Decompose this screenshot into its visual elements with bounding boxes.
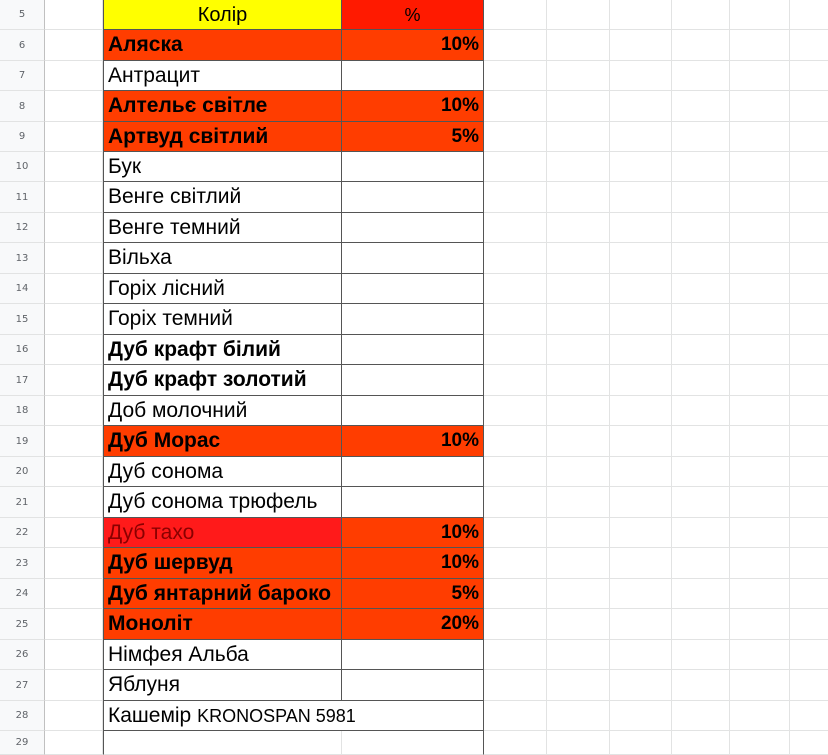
color-name-cell[interactable]: Горіх лісний [103, 274, 342, 304]
cell[interactable] [610, 701, 672, 731]
cell[interactable] [730, 670, 790, 701]
cell[interactable] [730, 396, 790, 426]
cell[interactable] [672, 396, 730, 426]
cell[interactable] [547, 396, 610, 426]
cell[interactable] [610, 274, 672, 304]
cell[interactable] [730, 426, 790, 457]
cell[interactable] [610, 396, 672, 426]
color-name-cell[interactable]: Дуб янтарний бароко [103, 579, 342, 609]
cell[interactable] [610, 487, 672, 518]
row-number[interactable]: 16 [0, 335, 45, 365]
cell[interactable] [730, 304, 790, 335]
percent-cell[interactable] [342, 152, 484, 182]
cell[interactable] [45, 365, 103, 396]
cell[interactable] [790, 579, 828, 609]
percent-cell[interactable] [342, 61, 484, 91]
cell[interactable] [484, 518, 547, 548]
cell[interactable] [672, 213, 730, 243]
cell[interactable] [672, 335, 730, 365]
cell[interactable] [790, 274, 828, 304]
cell[interactable] [45, 518, 103, 548]
color-name-cell[interactable]: Моноліт [103, 609, 342, 640]
percent-cell[interactable]: 10% [342, 548, 484, 579]
cell[interactable] [730, 152, 790, 182]
cell[interactable] [484, 274, 547, 304]
table-row [0, 518, 828, 548]
row-number[interactable]: 21 [0, 487, 45, 518]
table-row [0, 487, 828, 518]
cell[interactable] [672, 365, 730, 396]
cell[interactable] [484, 122, 547, 152]
cell[interactable] [610, 30, 672, 61]
cell[interactable] [45, 487, 103, 518]
cell[interactable] [790, 609, 828, 640]
cell[interactable] [610, 182, 672, 213]
cell[interactable] [672, 670, 730, 701]
cell[interactable] [672, 274, 730, 304]
cell[interactable] [672, 122, 730, 152]
color-name-cell[interactable]: Дуб крафт золотий [103, 365, 342, 396]
cell[interactable] [790, 548, 828, 579]
cell[interactable] [610, 579, 672, 609]
table-row [0, 457, 828, 487]
row-number[interactable]: 17 [0, 365, 45, 396]
color-name-cell[interactable]: Аляска [103, 30, 342, 61]
cell[interactable] [730, 182, 790, 213]
cell[interactable] [610, 0, 672, 30]
cell[interactable] [672, 487, 730, 518]
cell[interactable] [484, 731, 547, 755]
cell[interactable] [484, 426, 547, 457]
table-row [0, 701, 828, 731]
cell[interactable] [790, 396, 828, 426]
percent-cell[interactable] [342, 396, 484, 426]
cell[interactable] [45, 0, 103, 30]
row-number[interactable]: 23 [0, 548, 45, 579]
cell[interactable] [45, 243, 103, 274]
cell[interactable] [790, 365, 828, 396]
row-number[interactable]: 14 [0, 274, 45, 304]
cell[interactable] [45, 457, 103, 487]
percent-cell[interactable] [342, 335, 484, 365]
cell[interactable] [790, 91, 828, 122]
percent-cell[interactable]: 20% [342, 609, 484, 640]
table-row [0, 30, 828, 61]
cell[interactable] [730, 640, 790, 670]
header-percent-cell[interactable]: % [342, 0, 484, 30]
cell[interactable] [790, 335, 828, 365]
row-number[interactable]: 18 [0, 396, 45, 426]
percent-cell[interactable] [342, 182, 484, 213]
table-row [0, 122, 828, 152]
cell[interactable] [547, 640, 610, 670]
cell[interactable] [547, 701, 610, 731]
cell[interactable] [45, 548, 103, 579]
cell[interactable] [484, 61, 547, 91]
percent-cell[interactable]: 10% [342, 30, 484, 61]
cell[interactable] [790, 243, 828, 274]
cell[interactable] [547, 487, 610, 518]
cell[interactable] [672, 609, 730, 640]
cell[interactable] [730, 274, 790, 304]
row-number[interactable]: 6 [0, 30, 45, 61]
cell[interactable] [547, 579, 610, 609]
percent-cell[interactable] [342, 304, 484, 335]
table-row [0, 335, 828, 365]
cell[interactable] [672, 640, 730, 670]
cell[interactable] [610, 213, 672, 243]
cell[interactable] [547, 609, 610, 640]
cell[interactable] [672, 182, 730, 213]
cell[interactable] [484, 609, 547, 640]
cell[interactable] [610, 731, 672, 755]
cell[interactable] [484, 457, 547, 487]
cell[interactable] [790, 426, 828, 457]
row-number[interactable]: 13 [0, 243, 45, 274]
table-row [0, 61, 828, 91]
cell[interactable] [672, 579, 730, 609]
cell[interactable] [730, 61, 790, 91]
row-number[interactable]: 10 [0, 152, 45, 182]
table-row [0, 731, 828, 755]
cell[interactable] [45, 701, 103, 731]
percent-cell[interactable]: 10% [342, 518, 484, 548]
cell[interactable] [547, 243, 610, 274]
percent-cell[interactable]: 10% [342, 91, 484, 122]
table-row [0, 182, 828, 213]
cell[interactable] [790, 670, 828, 701]
color-name-cell[interactable]: Дуб тахо [103, 518, 342, 548]
cell[interactable] [610, 670, 672, 701]
cell[interactable] [790, 457, 828, 487]
cell[interactable] [45, 61, 103, 91]
cell[interactable] [484, 304, 547, 335]
cell[interactable] [730, 609, 790, 640]
color-name-cell[interactable]: Дуб сонома трюфель [103, 487, 342, 518]
cell[interactable] [484, 243, 547, 274]
cell[interactable] [547, 670, 610, 701]
cell[interactable] [790, 61, 828, 91]
cell[interactable] [610, 426, 672, 457]
cell[interactable] [547, 152, 610, 182]
cell[interactable] [547, 182, 610, 213]
row-number[interactable]: 12 [0, 213, 45, 243]
table-row [0, 640, 828, 670]
row-number[interactable]: 22 [0, 518, 45, 548]
cell[interactable] [103, 731, 342, 755]
table-row [0, 213, 828, 243]
cell[interactable] [45, 152, 103, 182]
percent-cell[interactable] [342, 274, 484, 304]
cell[interactable] [547, 426, 610, 457]
cell[interactable] [790, 304, 828, 335]
row-number[interactable]: 19 [0, 426, 45, 457]
row-number[interactable]: 9 [0, 122, 45, 152]
row-number[interactable]: 8 [0, 91, 45, 122]
cell[interactable] [484, 335, 547, 365]
cell[interactable] [730, 0, 790, 30]
cell[interactable] [45, 304, 103, 335]
table-row [0, 396, 828, 426]
table-row [0, 304, 828, 335]
color-name-cell[interactable]: Дуб крафт білий [103, 335, 342, 365]
table-row [0, 426, 828, 457]
table-row [0, 579, 828, 609]
color-name-cell[interactable]: Артвуд світлий [103, 122, 342, 152]
cell[interactable] [547, 61, 610, 91]
color-name-cell[interactable]: Дуб сонома [103, 457, 342, 487]
color-name-cell[interactable]: Вільха [103, 243, 342, 274]
cell[interactable] [45, 396, 103, 426]
cell[interactable] [672, 731, 730, 755]
cell[interactable] [547, 731, 610, 755]
color-name-text: Кашемір [108, 704, 192, 727]
row-number[interactable]: 20 [0, 457, 45, 487]
cell[interactable] [672, 426, 730, 457]
color-code-text: KRONOSPAN 5981 [197, 706, 356, 726]
cell[interactable] [730, 30, 790, 61]
color-name-cell[interactable]: Антрацит [103, 61, 342, 91]
color-name-cell[interactable]: Дуб Морас [103, 426, 342, 457]
cell[interactable] [484, 640, 547, 670]
cell[interactable] [484, 548, 547, 579]
cell[interactable] [484, 0, 547, 30]
cell[interactable] [610, 548, 672, 579]
cell[interactable] [672, 61, 730, 91]
color-name-cell[interactable]: Доб молочний [103, 396, 342, 426]
color-name-cell[interactable]: Яблуня [103, 670, 342, 701]
cell[interactable] [672, 701, 730, 731]
cell[interactable] [790, 30, 828, 61]
color-name-cell[interactable]: Венге світлий [103, 182, 342, 213]
header-row [0, 0, 828, 30]
cell[interactable] [672, 243, 730, 274]
cell[interactable] [730, 91, 790, 122]
cell[interactable] [730, 579, 790, 609]
percent-cell[interactable] [342, 213, 484, 243]
cell[interactable] [45, 274, 103, 304]
color-name-cell[interactable]: Алтельє світле [103, 91, 342, 122]
cell[interactable] [45, 122, 103, 152]
cell[interactable] [547, 0, 610, 30]
cell[interactable] [484, 152, 547, 182]
cell[interactable] [790, 701, 828, 731]
cell[interactable] [547, 518, 610, 548]
color-name-cell[interactable]: Бук [103, 152, 342, 182]
color-name-cell[interactable] [103, 701, 484, 731]
cell[interactable] [790, 122, 828, 152]
cell[interactable] [45, 213, 103, 243]
cell[interactable] [790, 640, 828, 670]
cell[interactable] [730, 548, 790, 579]
cell[interactable] [610, 640, 672, 670]
cell[interactable] [672, 548, 730, 579]
table-row [0, 365, 828, 396]
cell[interactable] [45, 426, 103, 457]
cell[interactable] [547, 213, 610, 243]
cell[interactable] [45, 91, 103, 122]
table-row [0, 91, 828, 122]
table-row [0, 152, 828, 182]
cell[interactable] [730, 731, 790, 755]
cell[interactable] [484, 213, 547, 243]
cell[interactable] [45, 731, 103, 755]
cell[interactable] [790, 518, 828, 548]
cell[interactable] [672, 304, 730, 335]
row-number[interactable]: 27 [0, 670, 45, 701]
cell[interactable] [547, 335, 610, 365]
percent-cell[interactable]: 10% [342, 426, 484, 457]
percent-cell[interactable]: 5% [342, 122, 484, 152]
cell[interactable] [672, 91, 730, 122]
table-row [0, 609, 828, 640]
cell[interactable] [730, 213, 790, 243]
cell[interactable] [610, 518, 672, 548]
row-number[interactable]: 28 [0, 701, 45, 731]
color-name-cell[interactable]: Горіх темний [103, 304, 342, 335]
percent-cell[interactable] [342, 365, 484, 396]
color-name-cell[interactable]: Венге темний [103, 213, 342, 243]
cell[interactable] [790, 213, 828, 243]
cell[interactable] [484, 487, 547, 518]
cell[interactable] [45, 182, 103, 213]
cell[interactable] [790, 0, 828, 30]
cell[interactable] [730, 487, 790, 518]
header-color-cell[interactable]: Колір [103, 0, 342, 30]
table-row [0, 548, 828, 579]
cell[interactable] [730, 122, 790, 152]
row-number[interactable]: 5 [0, 0, 45, 30]
cell[interactable] [547, 457, 610, 487]
cell[interactable] [672, 30, 730, 61]
color-name-cell[interactable]: Німфея Альба [103, 640, 342, 670]
cell[interactable] [730, 518, 790, 548]
cell[interactable] [547, 304, 610, 335]
cell[interactable] [672, 152, 730, 182]
cell[interactable] [730, 243, 790, 274]
percent-cell[interactable] [342, 640, 484, 670]
cell[interactable] [610, 61, 672, 91]
cell[interactable] [730, 457, 790, 487]
cell[interactable] [672, 518, 730, 548]
row-number[interactable]: 29 [0, 731, 45, 755]
cell[interactable] [610, 365, 672, 396]
cell[interactable] [45, 579, 103, 609]
cell[interactable] [484, 30, 547, 61]
cell[interactable] [547, 548, 610, 579]
cell[interactable] [672, 457, 730, 487]
cell[interactable] [484, 670, 547, 701]
cell[interactable] [484, 182, 547, 213]
cell[interactable] [610, 457, 672, 487]
cell[interactable] [45, 609, 103, 640]
cell[interactable] [45, 670, 103, 701]
percent-cell[interactable] [342, 457, 484, 487]
table-row [0, 670, 828, 701]
cell[interactable] [790, 182, 828, 213]
cell[interactable] [610, 122, 672, 152]
row-number[interactable]: 25 [0, 609, 45, 640]
cell[interactable] [484, 396, 547, 426]
cell[interactable] [547, 274, 610, 304]
cell[interactable] [45, 335, 103, 365]
percent-cell[interactable] [342, 670, 484, 701]
cell[interactable] [45, 30, 103, 61]
cell[interactable] [610, 609, 672, 640]
percent-cell[interactable] [342, 487, 484, 518]
row-number[interactable]: 7 [0, 61, 45, 91]
color-name-cell[interactable]: Дуб шервуд [103, 548, 342, 579]
cell[interactable] [547, 122, 610, 152]
cell[interactable] [610, 335, 672, 365]
row-number[interactable]: 26 [0, 640, 45, 670]
cell[interactable] [610, 243, 672, 274]
cell[interactable] [45, 640, 103, 670]
percent-cell[interactable]: 5% [342, 579, 484, 609]
cell[interactable] [610, 304, 672, 335]
cell[interactable] [484, 91, 547, 122]
cell[interactable] [730, 701, 790, 731]
row-number[interactable]: 11 [0, 182, 45, 213]
cell[interactable] [547, 365, 610, 396]
cell[interactable] [790, 152, 828, 182]
cell[interactable] [610, 91, 672, 122]
percent-cell[interactable] [342, 243, 484, 274]
cell[interactable] [342, 731, 484, 755]
cell[interactable] [790, 487, 828, 518]
cell[interactable] [672, 0, 730, 30]
cell[interactable] [547, 30, 610, 61]
cell[interactable] [484, 365, 547, 396]
table-row [0, 243, 828, 274]
row-number[interactable]: 15 [0, 304, 45, 335]
cell[interactable] [610, 152, 672, 182]
row-number[interactable]: 24 [0, 579, 45, 609]
cell[interactable] [730, 335, 790, 365]
cell[interactable] [730, 365, 790, 396]
table-row [0, 274, 828, 304]
cell[interactable] [484, 701, 547, 731]
cell[interactable] [790, 731, 828, 755]
cell[interactable] [484, 579, 547, 609]
cell[interactable] [547, 91, 610, 122]
